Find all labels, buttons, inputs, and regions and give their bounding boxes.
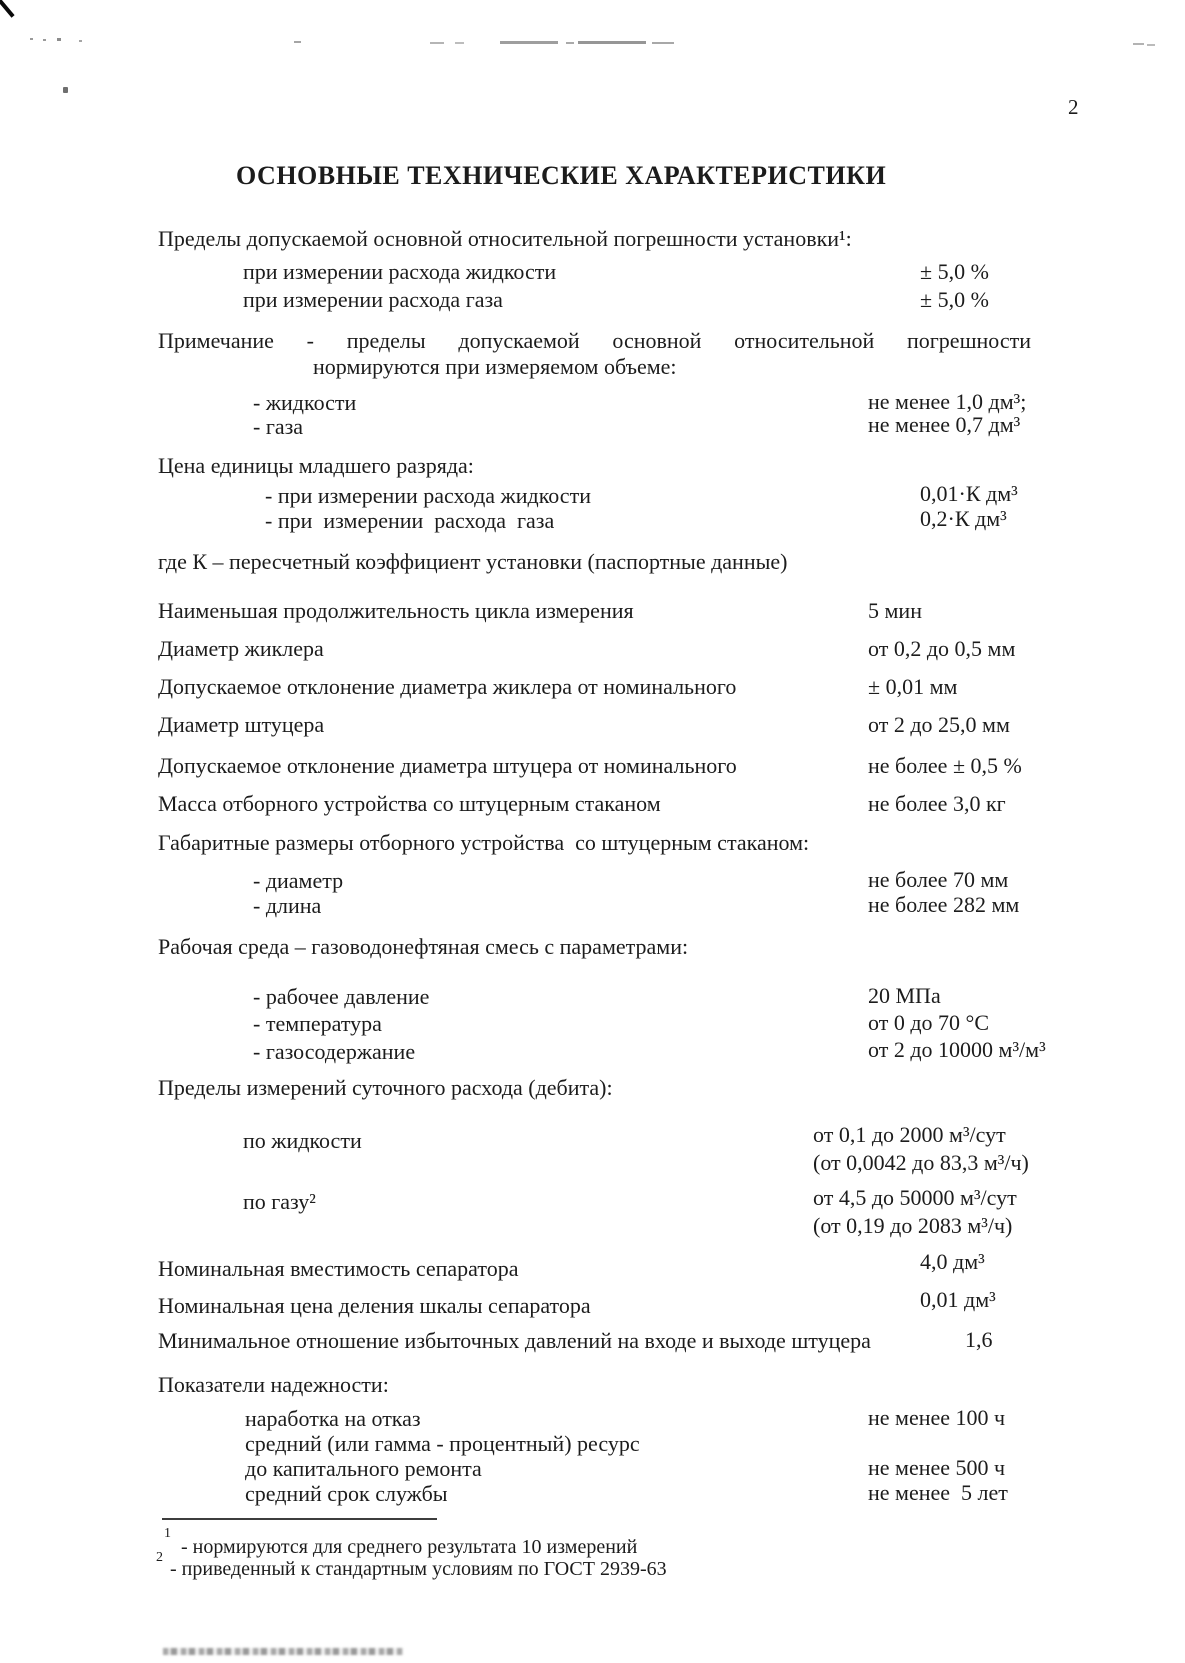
separator-capacity-label: Номинальная вместимость сепаратора	[158, 1256, 519, 1281]
pressure-value: 20 МПа	[868, 983, 941, 1008]
digit-liquid-value: 0,01·К дм³	[920, 481, 1018, 506]
scan-smudge	[163, 1648, 403, 1655]
liquid-error-label: при измерении расхода жидкости	[243, 259, 557, 284]
resource-label-line2: до капитального ремонта	[245, 1456, 482, 1481]
gas-error-label: при измерении расхода газа	[243, 287, 503, 312]
separator-scale-label: Номинальная цена деления шкалы сепаратора	[158, 1293, 591, 1318]
scan-speck	[79, 40, 82, 42]
footnote1-marker: 1	[164, 1526, 171, 1541]
digit-gas-value: 0,2·К дм³	[920, 506, 1007, 531]
cycle-duration-label: Наименьшая продолжительность цикла измерения	[158, 598, 634, 623]
dimension-length-value: не более 282 мм	[868, 892, 1020, 917]
service-life-value: не менее 5 лет	[868, 1480, 1008, 1505]
footnote2-marker: 2	[156, 1550, 163, 1565]
note-liquid-label: - жидкости	[253, 390, 357, 415]
scan-dash	[430, 42, 444, 44]
scan-dash	[455, 42, 464, 44]
note-line2: нормируются при измеряемом объеме:	[313, 354, 677, 379]
note-gas-value: не менее 0,7 дм³	[868, 412, 1021, 437]
fitting-deviation-label: Допускаемое отклонение диаметра штуцера от номинального	[158, 753, 737, 778]
scan-dash	[500, 41, 558, 44]
gas-content-value: от 2 до 10000 м³/м³	[868, 1037, 1046, 1062]
liquid-flow-value: от 0,1 до 2000 м³/сут	[813, 1122, 1006, 1147]
liquid-flow-value2: (от 0,0042 до 83,3 м³/ч)	[813, 1150, 1029, 1175]
scan-speck	[43, 39, 46, 41]
jet-deviation-label: Допускаемое отклонение диаметра жиклера от номинального	[158, 674, 737, 699]
gas-error-value: ± 5,0 %	[920, 287, 989, 312]
gas-flow-value2: (от 0,19 до 2083 м³/ч)	[813, 1213, 1013, 1238]
dimension-diameter-value: не более 70 мм	[868, 867, 1009, 892]
footnote-divider	[162, 1518, 437, 1520]
fitting-deviation-value: не более ± 0,5 %	[868, 753, 1022, 778]
reliability-heading: Показатели надежности:	[158, 1372, 389, 1397]
working-medium-heading: Рабочая среда – газоводонефтяная смесь с параметрами:	[158, 934, 689, 959]
jet-diameter-label: Диаметр жиклера	[158, 636, 324, 661]
cycle-duration-value: 5 мин	[868, 598, 922, 623]
footnote2-text: - приведенный к стандартным условиям по ГОСТ 2939-63	[170, 1558, 667, 1580]
pressure-ratio-value: 1,6	[965, 1327, 993, 1352]
digit-liquid-label: - при измерении расхода жидкости	[265, 483, 591, 508]
separator-scale-value: 0,01 дм³	[920, 1287, 996, 1312]
error-limits-heading: Пределы допускаемой основной относительной погрешности установки¹:	[158, 226, 852, 251]
note-line1: Примечание - пределы допускаемой основной относительной погрешности	[158, 328, 1031, 353]
scan-speck	[63, 87, 68, 93]
jet-diameter-value: от 0,2 до 0,5 мм	[868, 636, 1016, 661]
scan-speck	[30, 38, 33, 40]
scan-dash	[1147, 44, 1155, 46]
mtbf-label: наработка на отказ	[245, 1406, 421, 1431]
note-liquid-value: не менее 1,0 дм³;	[868, 389, 1027, 414]
scan-corner-mark	[0, 0, 15, 18]
jet-deviation-value: ± 0,01 мм	[868, 674, 958, 699]
gas-content-label: - газосодержание	[253, 1039, 416, 1064]
pressure-label: - рабочее давление	[253, 984, 430, 1009]
dimension-length-label: - длина	[253, 893, 322, 918]
footnote1-text: - нормируются для среднего результата 10 измерений	[181, 1536, 638, 1558]
digit-gas-label: - при измерении расхода газа	[265, 508, 555, 533]
dimension-diameter-label: - диаметр	[253, 868, 344, 893]
overall-dimensions-heading: Габаритные размеры отборного устройства со штуцерным стаканом:	[158, 830, 810, 855]
resource-value: не менее 500 ч	[868, 1455, 1006, 1480]
liquid-flow-label: по жидкости	[243, 1128, 362, 1153]
fitting-diameter-value: от 2 до 25,0 мм	[868, 712, 1010, 737]
coefficient-note: где К – пересчетный коэффициент установки (паспортные данные)	[158, 549, 788, 574]
service-life-label: средний срок службы	[245, 1481, 448, 1506]
resource-label-line1: средний (или гамма - процентный) ресурс	[245, 1431, 640, 1456]
digit-price-heading: Цена единицы младшего разряда:	[158, 453, 474, 478]
liquid-error-value: ± 5,0 %	[920, 259, 989, 284]
scan-dash	[578, 41, 646, 44]
page-number: 2	[1068, 95, 1079, 119]
mass-label: Масса отборного устройства со штуцерным стаканом	[158, 791, 661, 816]
pressure-ratio-label: Минимальное отношение избыточных давлений на входе и выходе штуцера	[158, 1328, 871, 1353]
temperature-label: - температура	[253, 1011, 382, 1036]
scan-dash	[566, 42, 574, 44]
scan-dash	[652, 42, 674, 44]
document-title: ОСНОВНЫЕ ТЕХНИЧЕСКИЕ ХАРАКТЕРИСТИКИ	[236, 161, 887, 190]
mtbf-value: не менее 100 ч	[868, 1405, 1006, 1430]
scan-speck	[57, 38, 61, 41]
daily-flow-heading: Пределы измерений суточного расхода (дебита):	[158, 1075, 613, 1100]
gas-flow-value: от 4,5 до 50000 м³/сут	[813, 1185, 1017, 1210]
note-gas-label: - газа	[253, 414, 304, 439]
temperature-value: от 0 до 70 °С	[868, 1010, 989, 1035]
gas-flow-label: по газу²	[243, 1189, 316, 1214]
scan-dash	[1133, 43, 1144, 45]
mass-value: не более 3,0 кг	[868, 791, 1006, 816]
separator-capacity-value: 4,0 дм³	[920, 1249, 985, 1274]
fitting-diameter-label: Диаметр штуцера	[158, 712, 325, 737]
scan-dash	[294, 41, 301, 43]
